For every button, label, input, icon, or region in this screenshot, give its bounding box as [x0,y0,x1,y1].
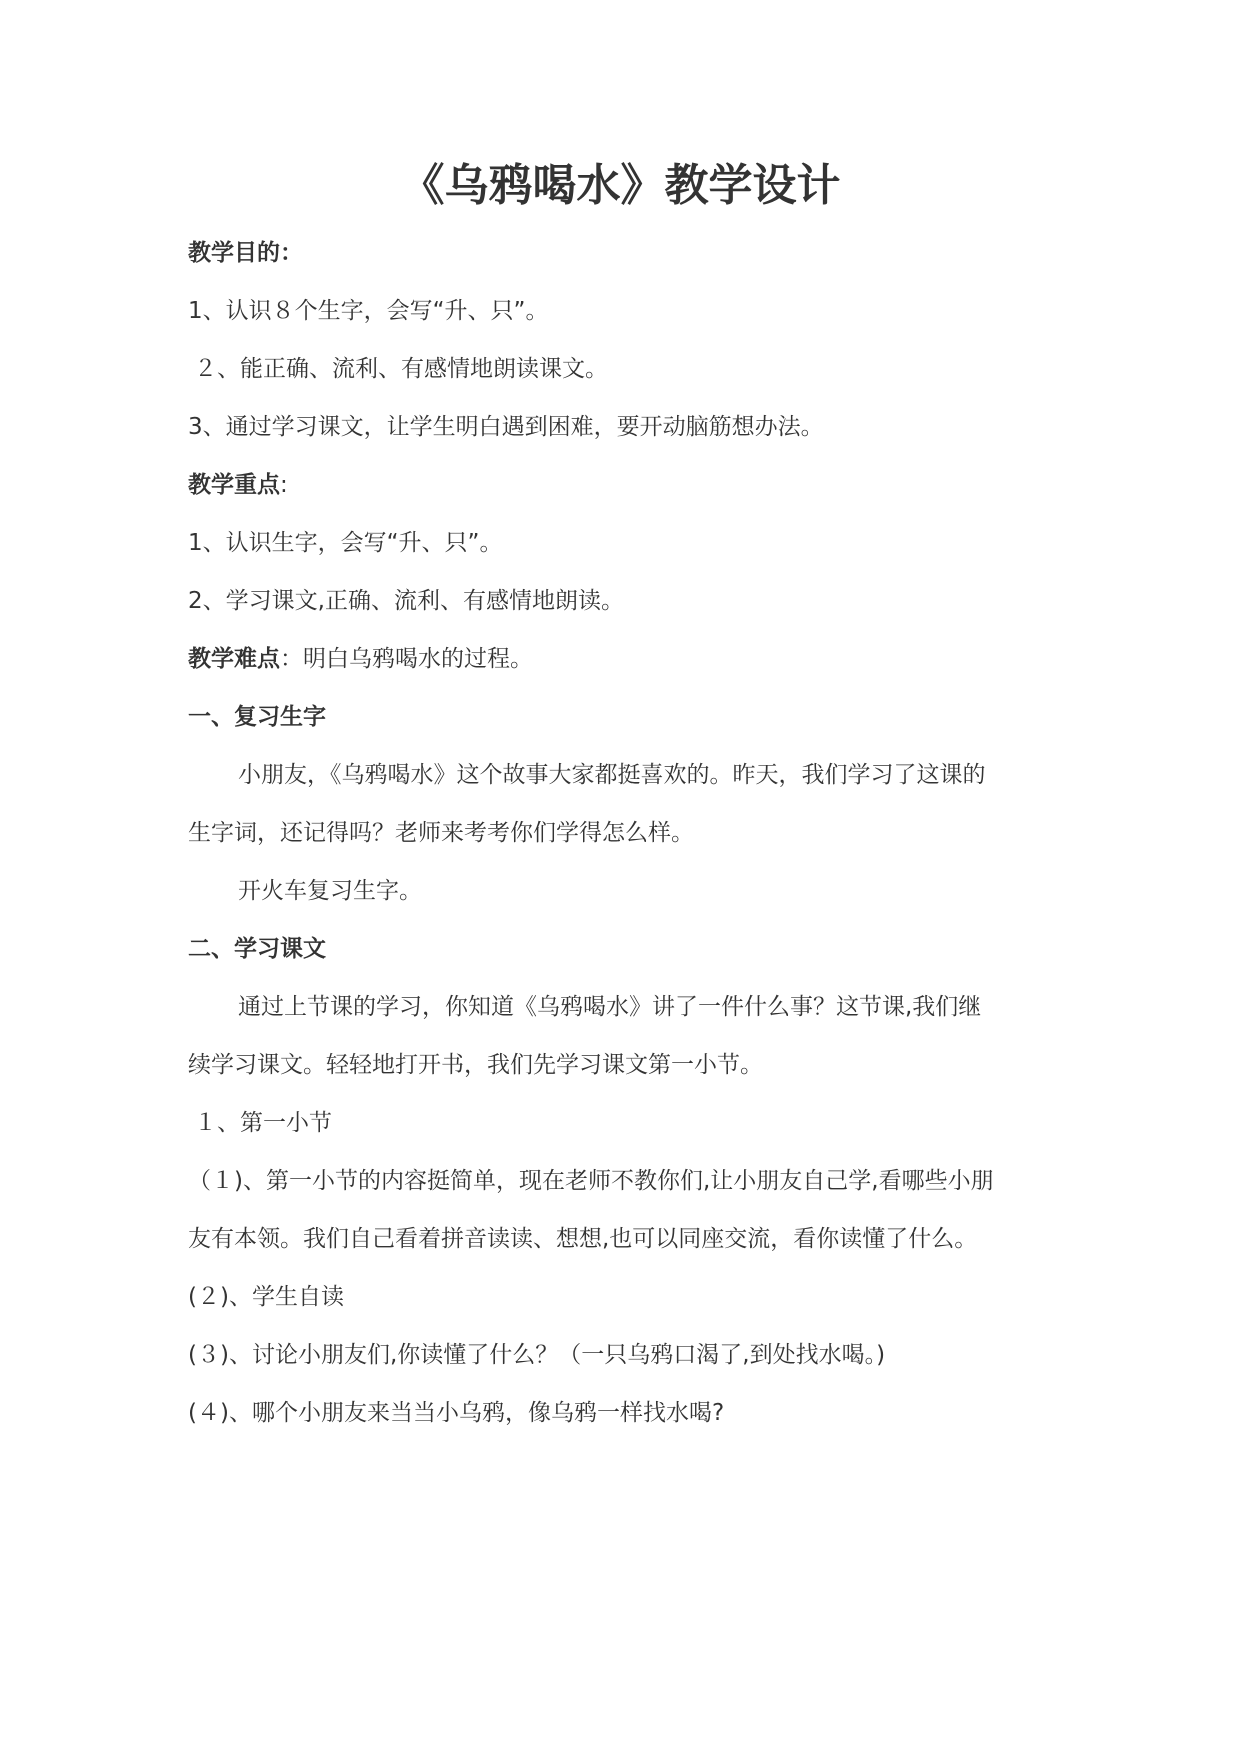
goal-item-2: ２、能正确、流利、有感情地朗读课文。 [194,356,608,382]
document-title: 《乌鸦喝水》教学设计 [400,160,841,211]
goals-heading: 教学目的： [188,240,303,266]
difficulty-line [188,642,533,676]
section2-item3: (３)、讨论小朋友们,你读懂了什么？（一只乌鸦口渴了,到处找水喝。) [188,1342,886,1368]
section2-item1-line1: （１)、第一小节的内容挺简单，现在老师不教你们,让小朋友自己学,看哪些小朋 [188,1168,994,1194]
section2-heading: 二、学习课文 [188,936,326,962]
section2-subheading-1: １、第一小节 [194,1110,332,1136]
section2-item1-line2: 友有本领。我们自己看着拼音读读、想想,也可以同座交流，看你读懂了什么。 [188,1226,978,1252]
section1-paragraph2: 开火车复习生字。 [238,878,422,904]
keypoints-heading: 教学重点 [188,472,280,498]
keypoints-colon: : [280,472,288,498]
section1-paragraph1-line2: 生字词，还记得吗？老师来考考你们学得怎么样。 [188,820,694,846]
section1-paragraph1-line1: 小朋友，《乌鸦喝水》这个故事大家都挺喜欢的。昨天，我们学习了这课的 [238,762,986,788]
difficulty-text: ：明白乌鸦喝水的过程。 [280,646,533,672]
section2-paragraph1-line1: 通过上节课的学习，你知道《乌鸦喝水》讲了一件什么事？这节课,我们继 [238,994,982,1020]
section1-heading: 一、复习生字 [188,704,326,730]
section2-paragraph1-line2: 续学习课文。轻轻地打开书，我们先学习课文第一小节。 [188,1052,763,1078]
section2-item2: (２)、学生自读 [188,1284,344,1310]
keypoint-item-2: 2、学习课文,正确、流利、有感情地朗读。 [188,588,624,614]
section2-item4: (４)、哪个小朋友来当当小乌鸦，像乌鸦一样找水喝? [188,1400,725,1426]
difficulty-heading: 教学难点 [188,646,280,672]
keypoints-line [188,468,288,502]
goal-item-3: 3、通过学习课文，让学生明白遇到困难，要开动脑筋想办法。 [188,414,824,440]
keypoint-item-1: 1、认识生字，会写“升、只”。 [188,530,503,556]
goal-item-1: 1、认识８个生字，会写“升、只”。 [188,298,549,324]
